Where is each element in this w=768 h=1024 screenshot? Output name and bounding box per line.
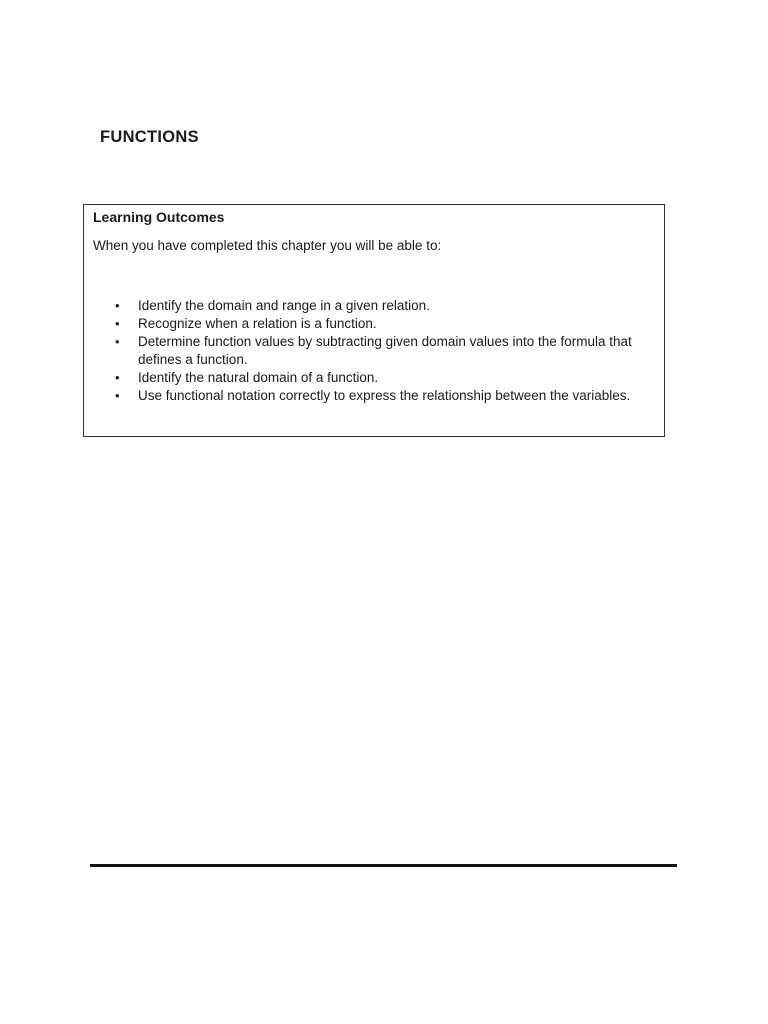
page-title: FUNCTIONS <box>100 128 199 146</box>
outcome-item <box>84 387 664 405</box>
outcome-item <box>84 315 664 333</box>
footer-rule <box>90 864 677 867</box>
outcome-text: Identify the natural domain of a function. <box>138 370 379 385</box>
outcome-item <box>84 369 664 387</box>
outcome-item <box>84 297 664 315</box>
bullet-icon: • <box>115 298 120 313</box>
outcome-item <box>84 333 664 369</box>
bullet-icon: • <box>115 334 120 349</box>
learning-outcomes-heading: Learning Outcomes <box>93 209 225 225</box>
bullet-icon: • <box>115 370 120 385</box>
learning-outcomes-box <box>83 204 665 437</box>
outcome-text: Recognize when a relation is a function. <box>138 316 377 331</box>
outcome-list <box>84 297 664 405</box>
outcome-text: Determine function values by subtracting given domain values into the formula that defines a function. <box>138 334 632 367</box>
outcome-text: Use functional notation correctly to express the relationship between the variables. <box>138 388 631 403</box>
learning-outcomes-intro: When you have completed this chapter you will be able to: <box>93 238 442 253</box>
bullet-icon: • <box>115 388 120 403</box>
outcome-text: Identify the domain and range in a given relation. <box>138 298 430 313</box>
bullet-icon: • <box>115 316 120 331</box>
